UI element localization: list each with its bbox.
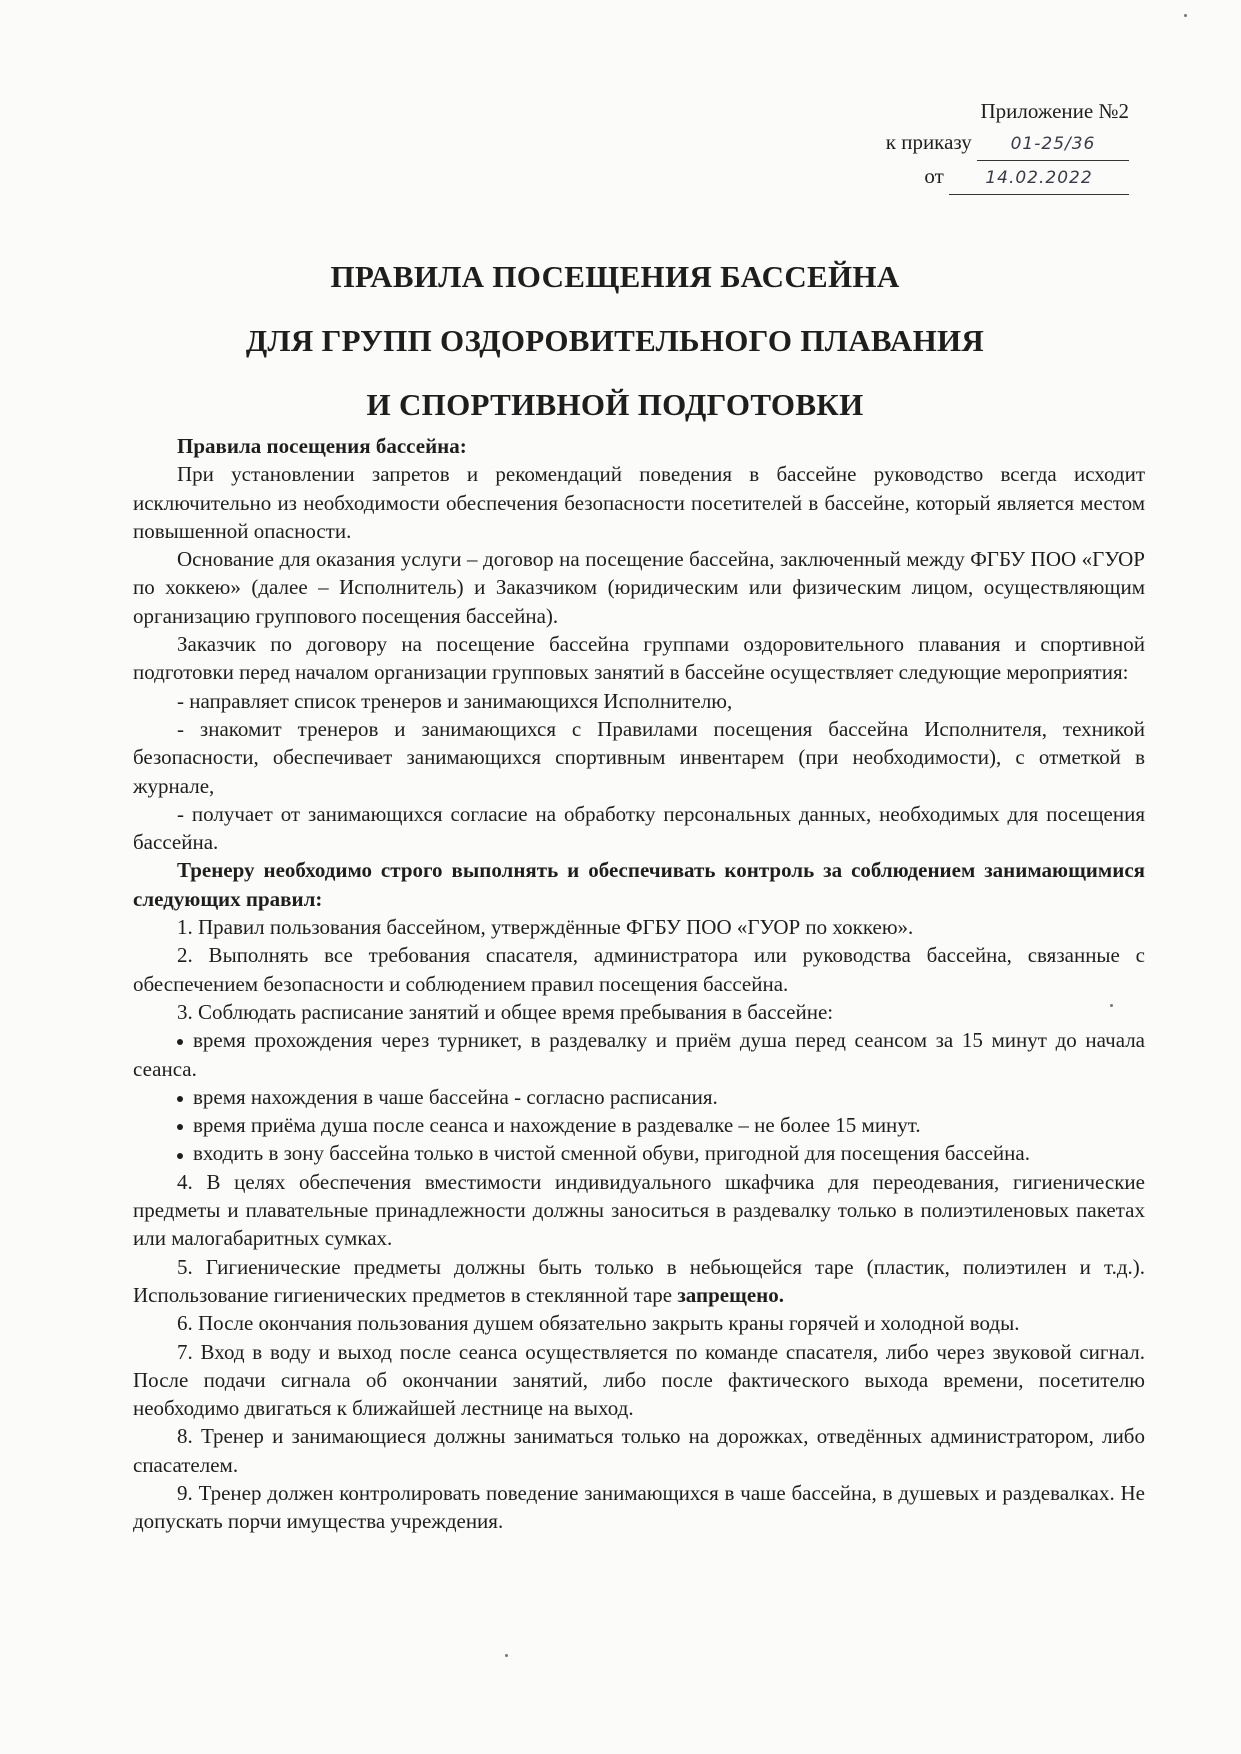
- prohibited-word: запрещено.: [677, 1282, 785, 1307]
- rule-5: 5. Гигиенические предметы должны быть только в небьющейся таре (пластик, полиэтилен и т.д.). Использование гигиенических предметов в стеклянной таре запрещено.: [133, 1254, 1145, 1307]
- trainer-heading: Тренеру необходимо строго выполнять и обеспечивать контроль за соблюдением занимающимися следующих правил:: [133, 858, 1145, 911]
- bullet-icon: [177, 1124, 183, 1130]
- order-date-handwritten: 14.02.2022: [949, 163, 1129, 195]
- rule-7: 7. Вход в воду и выход после сеанса осуществляется по команде спасателя, либо через звуковой сигнал. После подачи сигнала об окончании занятий, либо после фактического выхода времени, посетителю необходимо двигаться к ближайшей лестнице на выход.: [133, 1339, 1145, 1421]
- dash-item-3: - получает от занимающихся согласие на обработку персональных данных, необходимых для посещения бассейна.: [133, 801, 1145, 855]
- annex-order-line: [829, 127, 1129, 161]
- dash-item-2: - знакомит тренеров и занимающихся с Правилами посещения бассейна Исполнителя, техникой безопасности, обеспечивает занимающихся спортивным инвентарем (при необходимости), с отметкой в журнале,: [133, 716, 1145, 798]
- annex-block: [829, 96, 1129, 195]
- rule-1: 1. Правил пользования бассейном, утверждённые ФГБУ ПОО «ГУОР по хоккею».: [177, 915, 914, 940]
- paragraph-3: Заказчик по договору на посещение бассейна группами оздоровительного плавания и спортивной подготовки перед началом организации групповых занятий в бассейне осуществляет следующие мероприятия:: [133, 632, 1145, 685]
- scan-speck: [1184, 14, 1187, 17]
- rule-6: 6. После окончания пользования душем обязательно закрыть краны горячей и холодной воды.: [177, 1311, 1020, 1336]
- title-line-2: ДЛЯ ГРУПП ОЗДОРОВИТЕЛЬНОГО ПЛАВАНИЯ: [245, 323, 985, 358]
- bullet-icon: [177, 1096, 183, 1102]
- scan-speck: [1110, 1004, 1113, 1007]
- rule-9: 9. Тренер должен контролировать поведение занимающихся в чаше бассейна, в душевых и раздевалках. Не допускать порчи имущества учреждения.: [133, 1480, 1145, 1534]
- bullet-icon: [177, 1153, 183, 1159]
- annex-date-line: [829, 161, 1129, 195]
- rule-8: 8. Тренер и занимающиеся должны заниматься только на дорожках, отведённых администратором, либо спасателем.: [133, 1424, 1145, 1477]
- scan-speck: [505, 1654, 508, 1657]
- rule-2: 2. Выполнять все требования спасателя, администратора или руководства бассейна, связанные с обеспечением безопасности и соблюдением правил посещения бассейна.: [133, 943, 1145, 996]
- bullet-item-2: время нахождения в чаше бассейна - согласно расписания.: [133, 1083, 1145, 1111]
- bullet-item-4: входить в зону бассейна только в чистой сменной обуви, пригодной для посещения бассейна.: [133, 1139, 1145, 1167]
- document-body: [133, 432, 1145, 1536]
- date-label: от: [924, 164, 944, 188]
- paragraph-2: Основание для оказания услуги – договор на посещение бассейна, заключенный между ФГБУ ПОО «ГУОР по хоккею» (далее – Исполнитель) и Заказчиком (юридическим или физическим лицом, осуществляющим организацию группового посещения бассейна).: [133, 547, 1145, 628]
- title-line-1: ПРАВИЛА ПОСЕЩЕНИЯ БАССЕЙНА: [330, 259, 900, 294]
- order-label: к приказу: [885, 130, 972, 154]
- bullet-item-1: время прохождения через турникет, в раздевалку и приём душа перед сеансом за 15 минут до начала сеанса.: [133, 1028, 1145, 1081]
- order-number-handwritten: 01-25/36: [977, 129, 1129, 161]
- annex-title: Приложение №2: [980, 99, 1129, 123]
- document-title: [150, 245, 1080, 437]
- rule-3: 3. Соблюдать расписание занятий и общее время пребывания в бассейне:: [177, 999, 834, 1024]
- bullet-icon: [177, 1039, 183, 1045]
- rules-heading: Правила посещения бассейна:: [177, 434, 467, 458]
- bullet-item-3: время приёма душа после сеанса и нахождение в раздевалке – не более 15 минут.: [133, 1111, 1145, 1139]
- rule-4: 4. В целях обеспечения вместимости индивидуального шкафчика для переодевания, гигиенические предметы и плавательные принадлежности должны заноситься в раздевалку только в полиэтиленовых пакетах или малогабаритных сумках.: [133, 1169, 1145, 1251]
- paragraph-1: При установлении запретов и рекомендаций поведения в бассейне руководство всегда исходит исключительно из необходимости обеспечения безопасности посетителей в бассейне, который является местом повышенной опасности.: [133, 462, 1145, 543]
- title-line-3: И СПОРТИВНОЙ ПОДГОТОВКИ: [366, 387, 864, 422]
- dash-item-1: - направляет список тренеров и занимающихся Исполнителю,: [177, 688, 733, 713]
- rule-3-bullets: [133, 1026, 1145, 1167]
